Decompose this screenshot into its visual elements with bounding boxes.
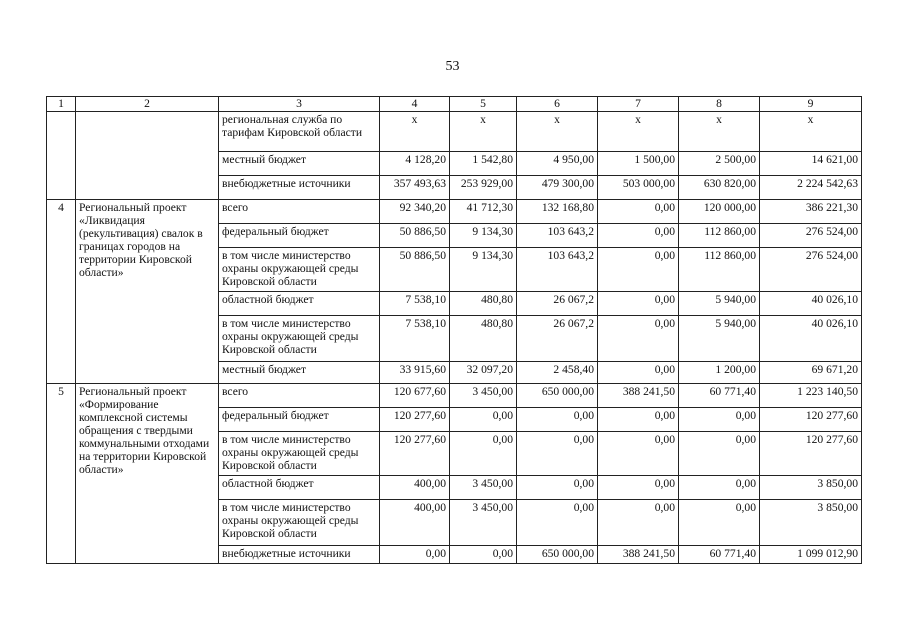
header-row: [47, 97, 862, 112]
amount-cell: 388 241,50: [598, 384, 679, 408]
amount-cell: 41 712,30: [450, 200, 517, 224]
amount-cell: 50 886,50: [380, 224, 450, 248]
header-cell: 9: [760, 97, 862, 112]
amount-cell: 0,00: [517, 476, 598, 500]
amount-cell: 0,00: [598, 200, 679, 224]
amount-cell: 3 850,00: [760, 500, 862, 546]
amount-cell: x: [598, 112, 679, 152]
amount-cell: 4 128,20: [380, 152, 450, 176]
amount-cell: 0,00: [598, 432, 679, 476]
amount-cell: 0,00: [679, 476, 760, 500]
amount-cell: 120 277,60: [760, 408, 862, 432]
item-number: 4: [47, 200, 76, 384]
amount-cell: 0,00: [450, 432, 517, 476]
amount-cell: 112 860,00: [679, 248, 760, 292]
amount-cell: x: [517, 112, 598, 152]
amount-cell: 3 450,00: [450, 476, 517, 500]
funding-source: в том числе министерство охраны окружающей среды Кировской области: [219, 248, 380, 292]
amount-cell: 0,00: [598, 224, 679, 248]
amount-cell: 69 671,20: [760, 362, 862, 384]
project-name: Региональный проект «Формирование комплексной системы обращения с твердыми коммунальными отходами на территории Кировской области»: [76, 384, 219, 564]
amount-cell: 120 677,60: [380, 384, 450, 408]
amount-cell: 400,00: [380, 476, 450, 500]
amount-cell: 0,00: [598, 500, 679, 546]
amount-cell: 0,00: [450, 546, 517, 564]
header-cell: 6: [517, 97, 598, 112]
amount-cell: 50 886,50: [380, 248, 450, 292]
amount-cell: 60 771,40: [679, 384, 760, 408]
table-row: [47, 200, 862, 224]
amount-cell: x: [380, 112, 450, 152]
funding-source: всего: [219, 200, 380, 224]
amount-cell: 26 067,2: [517, 292, 598, 316]
table-row: [47, 112, 862, 152]
amount-cell: 3 450,00: [450, 384, 517, 408]
amount-cell: 0,00: [598, 362, 679, 384]
project-name: Региональный проект «Ликвидация (рекультивация) свалок в границах городов на территории Кировской области»: [76, 200, 219, 384]
amount-cell: 5 940,00: [679, 292, 760, 316]
header-cell: 7: [598, 97, 679, 112]
header-cell: 2: [76, 97, 219, 112]
amount-cell: 7 538,10: [380, 316, 450, 362]
funding-source: внебюджетные источники: [219, 176, 380, 200]
amount-cell: 1 200,00: [679, 362, 760, 384]
amount-cell: 0,00: [517, 432, 598, 476]
amount-cell: 480,80: [450, 316, 517, 362]
table-body: [47, 112, 862, 564]
amount-cell: 0,00: [598, 408, 679, 432]
amount-cell: 2 500,00: [679, 152, 760, 176]
amount-cell: 60 771,40: [679, 546, 760, 564]
amount-cell: x: [760, 112, 862, 152]
amount-cell: 32 097,20: [450, 362, 517, 384]
table-header: [47, 97, 862, 112]
amount-cell: 2 224 542,63: [760, 176, 862, 200]
amount-cell: 480,80: [450, 292, 517, 316]
amount-cell: 3 850,00: [760, 476, 862, 500]
funding-source: федеральный бюджет: [219, 224, 380, 248]
amount-cell: 357 493,63: [380, 176, 450, 200]
amount-cell: 120 277,60: [380, 432, 450, 476]
amount-cell: 276 524,00: [760, 248, 862, 292]
amount-cell: 0,00: [679, 500, 760, 546]
funding-source: в том числе министерство охраны окружающей среды Кировской области: [219, 316, 380, 362]
amount-cell: 388 241,50: [598, 546, 679, 564]
table-row: [47, 384, 862, 408]
amount-cell: 9 134,30: [450, 224, 517, 248]
amount-cell: 120 277,60: [760, 432, 862, 476]
amount-cell: 33 915,60: [380, 362, 450, 384]
amount-cell: 5 940,00: [679, 316, 760, 362]
budget-table: [46, 96, 862, 564]
amount-cell: 650 000,00: [517, 546, 598, 564]
amount-cell: 0,00: [598, 248, 679, 292]
amount-cell: 0,00: [598, 292, 679, 316]
amount-cell: 0,00: [517, 408, 598, 432]
funding-source: внебюджетные источники: [219, 546, 380, 564]
amount-cell: 7 538,10: [380, 292, 450, 316]
amount-cell: 4 950,00: [517, 152, 598, 176]
funding-source: местный бюджет: [219, 362, 380, 384]
funding-source: областной бюджет: [219, 476, 380, 500]
header-cell: 4: [380, 97, 450, 112]
header-cell: 1: [47, 97, 76, 112]
amount-cell: 0,00: [679, 408, 760, 432]
amount-cell: 0,00: [598, 316, 679, 362]
funding-source: областной бюджет: [219, 292, 380, 316]
amount-cell: 253 929,00: [450, 176, 517, 200]
amount-cell: x: [679, 112, 760, 152]
amount-cell: 1 542,80: [450, 152, 517, 176]
amount-cell: 0,00: [380, 546, 450, 564]
amount-cell: 1 099 012,90: [760, 546, 862, 564]
amount-cell: 26 067,2: [517, 316, 598, 362]
project-name: [76, 112, 219, 200]
amount-cell: 2 458,40: [517, 362, 598, 384]
amount-cell: 503 000,00: [598, 176, 679, 200]
amount-cell: 120 000,00: [679, 200, 760, 224]
amount-cell: 0,00: [598, 476, 679, 500]
amount-cell: 0,00: [450, 408, 517, 432]
amount-cell: 650 000,00: [517, 384, 598, 408]
amount-cell: 1 500,00: [598, 152, 679, 176]
header-cell: 3: [219, 97, 380, 112]
amount-cell: 479 300,00: [517, 176, 598, 200]
funding-source: региональная служба по тарифам Кировской области: [219, 112, 380, 152]
item-number: [47, 112, 76, 200]
amount-cell: 40 026,10: [760, 316, 862, 362]
funding-source: федеральный бюджет: [219, 408, 380, 432]
amount-cell: 112 860,00: [679, 224, 760, 248]
amount-cell: 1 223 140,50: [760, 384, 862, 408]
amount-cell: 132 168,80: [517, 200, 598, 224]
amount-cell: 40 026,10: [760, 292, 862, 316]
amount-cell: 0,00: [517, 500, 598, 546]
amount-cell: 386 221,30: [760, 200, 862, 224]
amount-cell: x: [450, 112, 517, 152]
amount-cell: 9 134,30: [450, 248, 517, 292]
amount-cell: 400,00: [380, 500, 450, 546]
funding-source: в том числе министерство охраны окружающей среды Кировской области: [219, 500, 380, 546]
amount-cell: 630 820,00: [679, 176, 760, 200]
amount-cell: 92 340,20: [380, 200, 450, 224]
funding-source: в том числе министерство охраны окружающей среды Кировской области: [219, 432, 380, 476]
amount-cell: 0,00: [679, 432, 760, 476]
amount-cell: 103 643,2: [517, 224, 598, 248]
funding-source: местный бюджет: [219, 152, 380, 176]
amount-cell: 3 450,00: [450, 500, 517, 546]
page-number: 53: [445, 59, 460, 74]
header-cell: 8: [679, 97, 760, 112]
item-number: 5: [47, 384, 76, 564]
amount-cell: 14 621,00: [760, 152, 862, 176]
funding-source: всего: [219, 384, 380, 408]
amount-cell: 120 277,60: [380, 408, 450, 432]
amount-cell: 103 643,2: [517, 248, 598, 292]
amount-cell: 276 524,00: [760, 224, 862, 248]
header-cell: 5: [450, 97, 517, 112]
